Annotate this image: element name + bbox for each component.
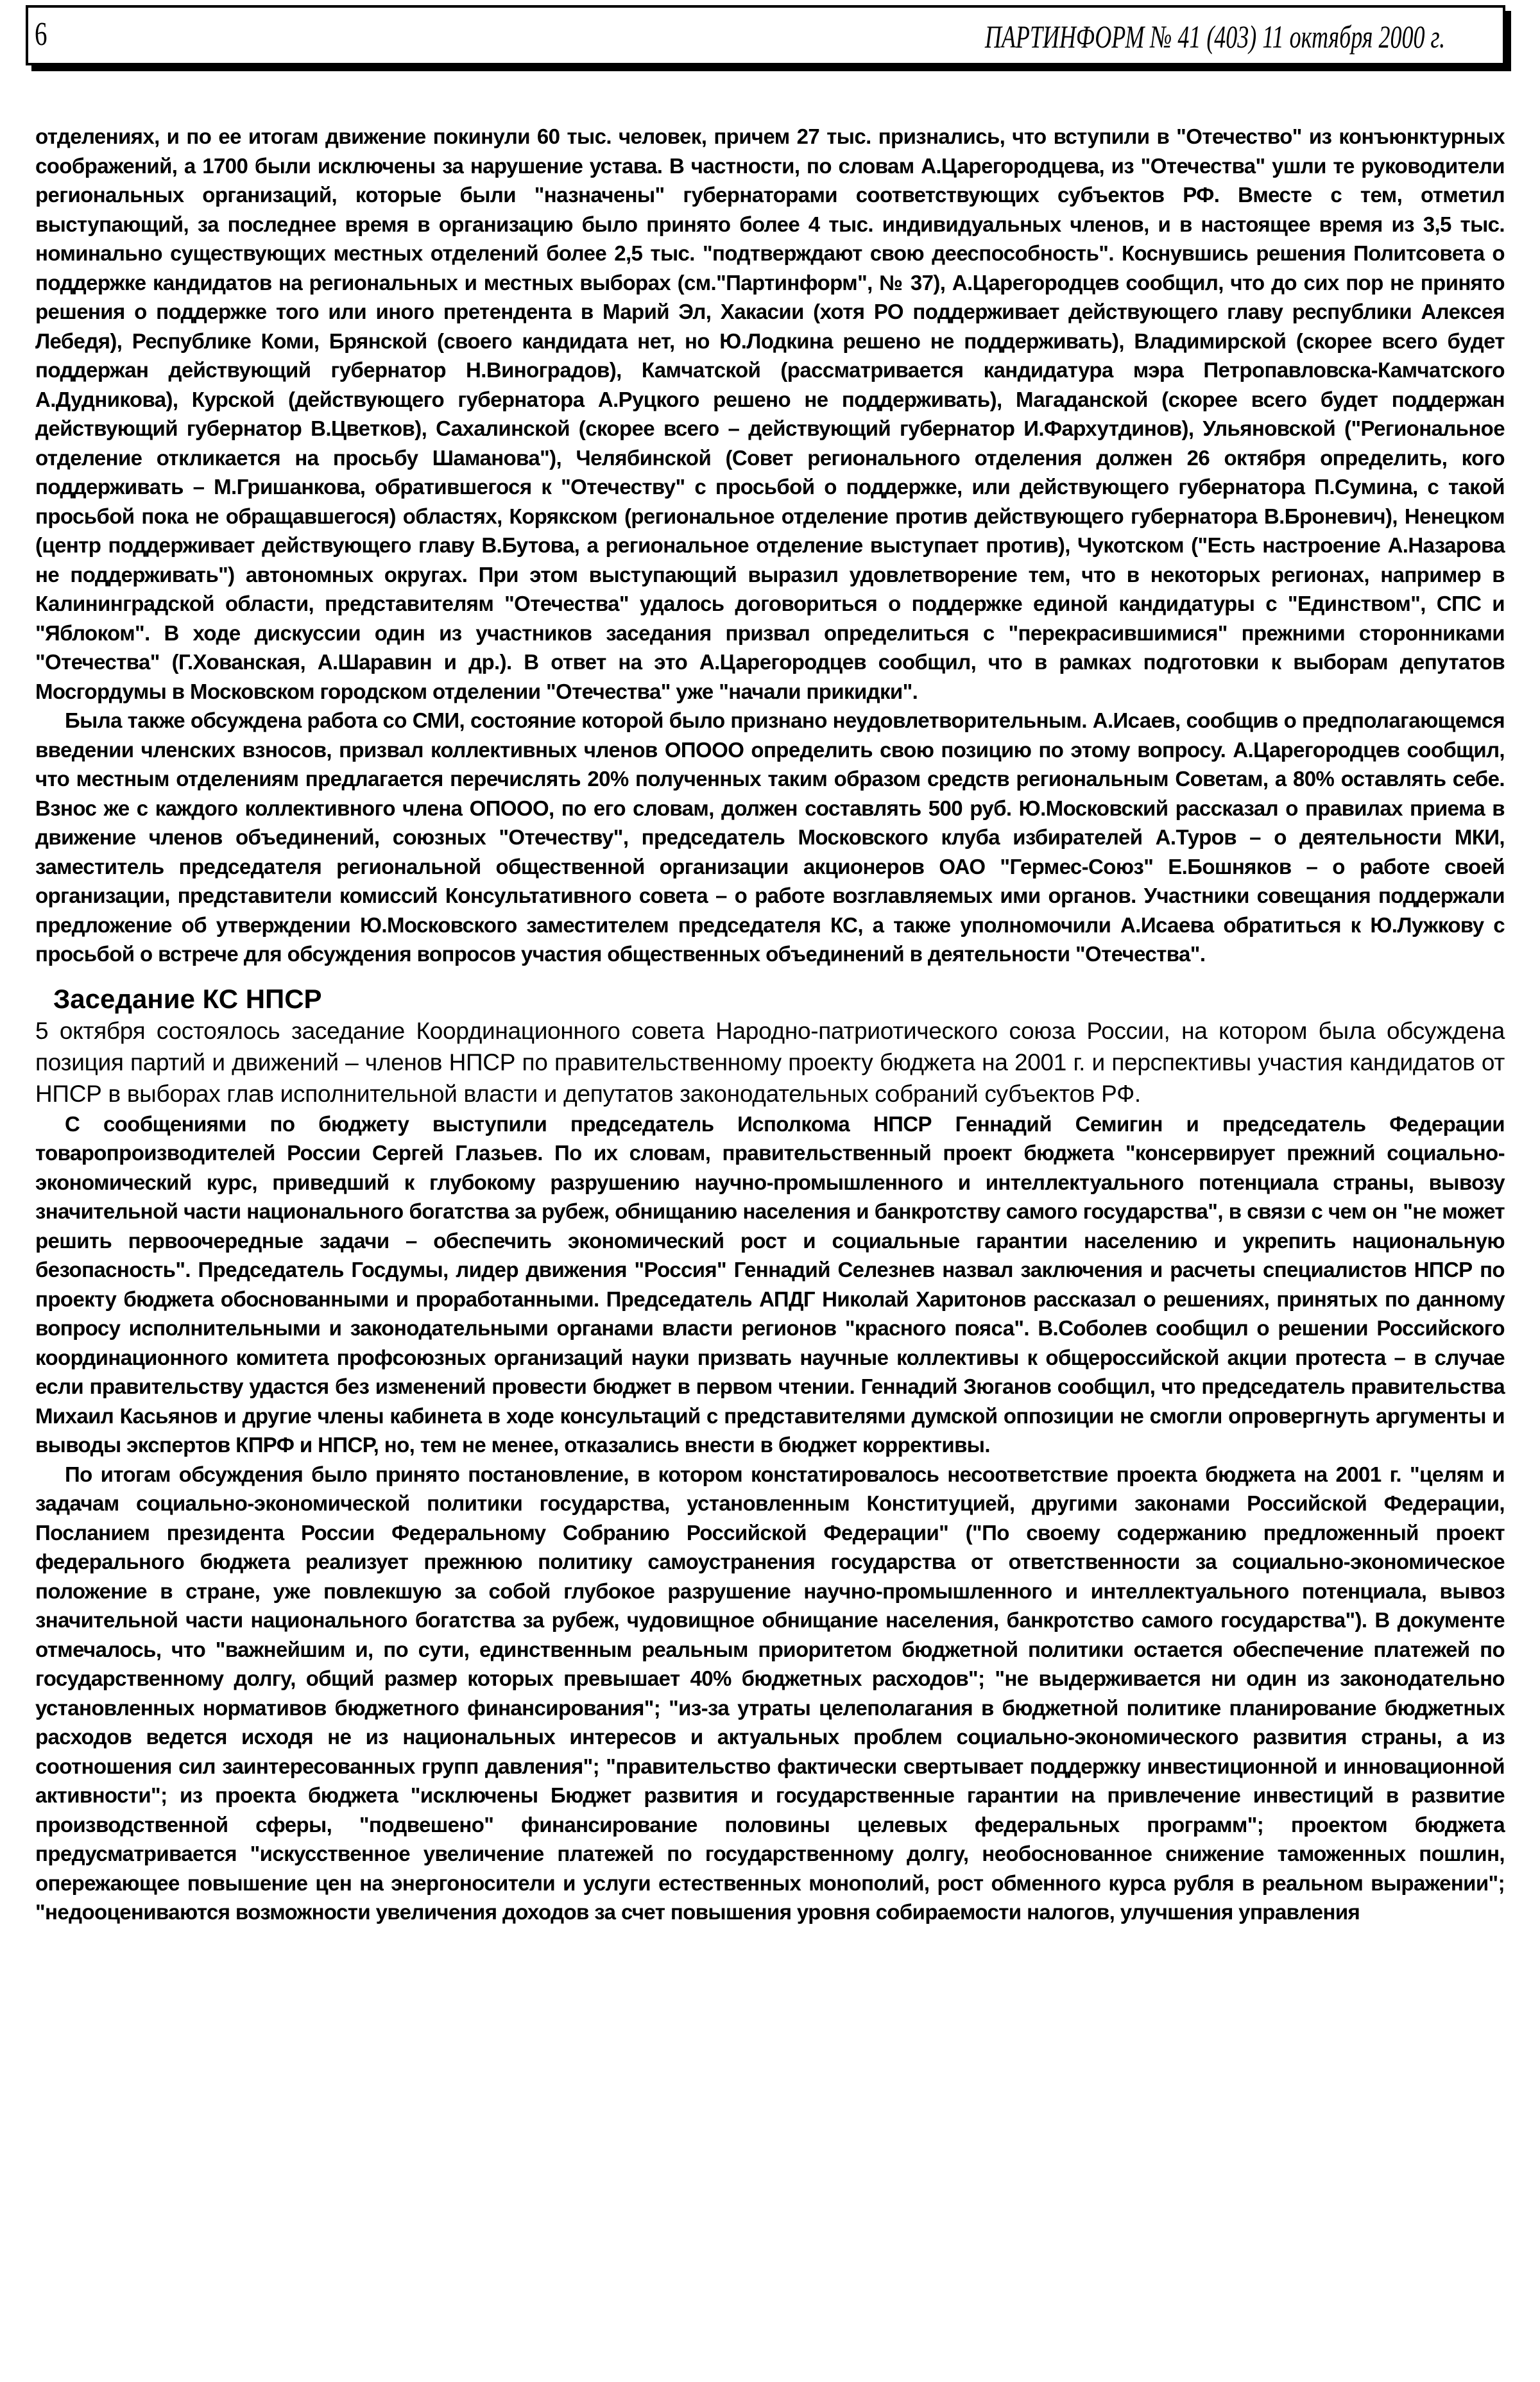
section-npsr xyxy=(35,1110,1505,1927)
paragraph: По итогам обсуждения было принято постановление, в котором констатировалось несоответствие проекта бюджета на 2001 г. "целям и задачам социально-экономической политики государства, установленным Конституцией, другими законами Российской Федерации, Посланием президента России Федеральному Собранию Российской Федерации" ("По своему содержанию предложенный проект федерального бюджета реализует прежнюю политику самоустранения государства от ответственности за социально-экономическое положение в стране, уже повлекшую за собой глубокое разрушение научно-промышленного и интеллектуального потенциала, вывоз значительной части национального богатства за рубеж, чудовищное обнищание населения, банкротство самого государства"). В документе отмечалось, что "важнейшим и, по сути, единственным реальным приоритетом бюджетной политики остается обеспечение платежей по государственному долгу, общий размер которых превышает 40% бюджетных расходов"; "не выдерживается ни один из законодательно установленных нормативов бюджетного финансирования"; "из-за утраты целеполагания в бюджетной политике планирование бюджетных расходов ведется исходя не из национальных интересов и актуальных проблем социально-экономического развития страны, а из соотношения сил заинтересованных групп давления"; "правительство фактически свертывает поддержку инвестиционной и инновационной активности"; из проекта бюджета "исключены Бюджет развития и государственные гарантии на привлечение инвестиций в развитие производственной сферы, "подвешено" финансирование половины целевых федеральных программ"; проектом бюджета предусматривается "искусственное увеличение платежей по государственному долгу, необоснованное снижение таможенных пошлин, опережающее повышение цен на энергоносители и услуги естественных монополий, рост обменного курса рубля в реальном выражении"; "недооцениваются возможности увеличения доходов за счет повышения уровня собираемости налогов, улучшения управления xyxy=(35,1462,1505,1924)
section-otechestvo xyxy=(35,122,1505,969)
lead-paragraph: 5 октября состоялось заседание Координационного совета Народно-патриотического союза России, на котором была обсуждена позиция партий и движений – членов НПСР по правительственному проекту бюджета на 2001 г. и перспективы участия кандидатов от НПСР в выборах глав исполнительной власти и депутатов законодательных собраний субъектов РФ. xyxy=(35,1017,1505,1107)
paragraph: Была также обсуждена работа со СМИ, состояние которой было признано неудовлетворительным. А.Исаев, сообщив о предполагающемся введении членских взносов, призвал коллективных членов ОПООО определить свою позицию по этому вопросу. А.Царегородцев сообщил, что местным отделениям предлагается перечислять 20% полученных таким образом средств региональным Советам, а 80% оставлять себе. Взнос же с каждого коллективного члена ОПООО, по его словам, должен составлять 500 руб. Ю.Московский рассказал о правилах приема в движение членов объединений, союзных "Отечеству", председатель Московского клуба избирателей А.Туров – о деятельности МКИ, заместитель председателя региональной общественной организации акционеров ОАО "Гермес-Союз" Е.Бошняков – о работе своей организации, представители комиссий Консультативного совета – о работе возглавляемых ими органов. Участники совещания поддержали предложение об утверждении Ю.Московского заместителем председателя КС, а также уполномочили А.Исаева обратиться к Ю.Лужкову с просьбой о встрече для обсуждения вопросов участия общественных объединений в деятельности "Отечества". xyxy=(35,708,1505,966)
paragraph: отделениях, и по ее итогам движение покинули 60 тыс. человек, причем 27 тыс. признались, что вступили в "Отечество" из конъюнктурных соображений, а 1700 были исключены за нарушение устава. В частности, по словам А.Царегородцева, из "Отечества" ушли те руководители региональных организаций, которые были "назначены" губернаторами соответствующих субъектов РФ. Вместе с тем, отметил выступающий, за последнее время в организацию было принято более 4 тыс. индивидуальных членов, и в настоящее время из 3,5 тыс. номинально существующих местных отделений более 2,5 тыс. "подтверждают свою дееспособность". Коснувшись решения Политсовета о поддержке кандидатов на региональных и местных выборах (см."Партинформ", № 37), А.Царегородцев сообщил, что до сих пор не принято решения о поддержке того или иного претендента в Марий Эл, Хакасии (хотя РО поддерживает действующего главу республики Алексея Лебедя), Республике Коми, Брянской (своего кандидата нет, но Ю.Лодкина решено не поддерживать), Владимирской (скорее всего будет поддержан действующий губернатор Н.Виноградов), Камчатской (рассматривается кандидатура мэра Петропавловска-Камчатского А.Дудникова), Курской (действующего губернатора А.Руцкого решено не поддерживать), Магаданской (скорее всего будет поддержан действующий губернатор В.Цветков), Сахалинской (скорее всего – действующий губернатор И.Фархутдинов), Ульяновской ("Региональное отделение откликается на просьбу Шаманова"), Челябинской (Совет регионального отделения должен 26 октября определить, кого поддерживать – М.Гришанкова, обратившегося к "Отечеству" с просьбой о поддержке, или действующего губернатора П.Сумина, с такой просьбой пока не обращавшегося) областях, Корякском (региональное отделение против действующего губернатора В.Броневич), Ненецком (центр поддерживает действующего главу В.Бутова, а региональное отделение выступает против), Чукотском ("Есть настроение А.Назарова не поддерживать") автономных округах. При этом выступающий выразил удовлетворение тем, что в некоторых регионах, например в Калининградской области, представителям "Отечества" удалось договориться о поддержке единой кандидатуры с "Единством", СПС и "Яблоком". В ходе дискуссии один из участников заседания призвал определиться с "перекрасившимися" прежними сторонниками "Отечества" (Г.Хованская, А.Шаравин и др.). В ответ на это А.Царегородцев сообщил, что в рамках подготовки к выборам депутатов Мосгордумы в Московском городском отделении "Отечества" уже "начали прикидки". xyxy=(35,124,1505,703)
page-number: 6 xyxy=(35,16,47,53)
paragraph: С сообщениями по бюджету выступили председатель Исполкома НПСР Геннадий Семигин и председатель Федерации товаропроизводителей России Сергей Глазьев. По их словам, правительственный проект бюджета "консервирует прежний социально-экономический курс, приведший к глубокому разрушению научно-промышленного и интеллектуального потенциала страны, вывозу значительной части национального богатства за рубеж, обнищанию населения и банкротству самого государства", в связи с чем он "не может решить первоочередные задачи – обеспечить экономический рост и социальные гарантии населению и укрепить национальную безопасность". Председатель Госдумы, лидер движения "Россия" Геннадий Селезнев назвал заключения и расчеты специалистов НПСР по проекту бюджета обоснованными и проработанными. Председатель АПДГ Николай Харитонов рассказал о решениях, принятых по данному вопросу исполнительными и законодательными органами власти регионов "красного пояса". В.Соболев сообщил о решении Российского координационного комитета профсоюзных организаций науки призвать научные коллективы к общероссийской акции протеста – в случае если правительству удастся без изменений провести бюджет в первом чтении. Геннадий Зюганов сообщил, что председатель правительства Михаил Касьянов и другие члены кабинета в ходе консультаций с представителями думской оппозиции не смогли опровергнуть аргументы и выводы экспертов КПРФ и НПСР, но, тем не менее, отказались внести в бюджет коррективы. xyxy=(35,1111,1505,1457)
section-heading: Заседание КС НПСР xyxy=(53,983,322,1014)
issue-title: ПАРТИНФОРМ № 41 (403) 11 октября 2000 г. xyxy=(984,19,1445,55)
section-lead xyxy=(35,1015,1505,1110)
page-header xyxy=(26,5,1505,65)
article-body xyxy=(35,122,1505,1927)
